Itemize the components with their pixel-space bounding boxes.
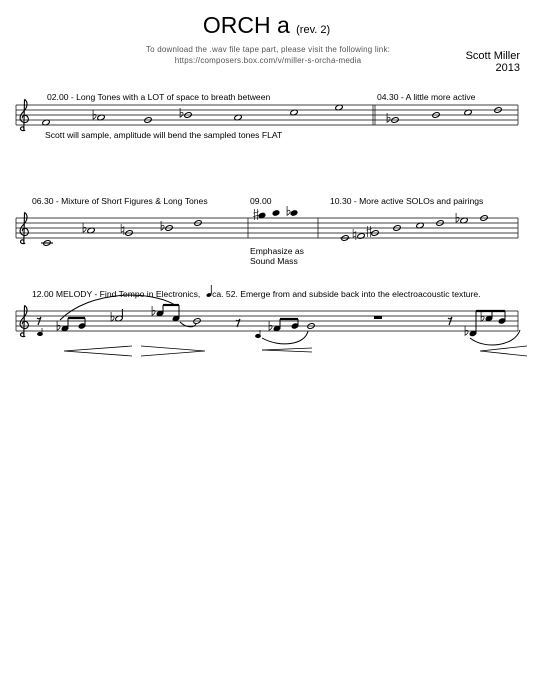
- dynamic-hairpins: [64, 346, 527, 356]
- composer-name: Scott Miller: [465, 50, 520, 62]
- system3-label-after: ca. 52. Emerge from and subside back into the electroacoustic texture.: [212, 289, 481, 299]
- note-line: Sound Mass: [250, 256, 298, 266]
- notes-system-2: [41, 206, 488, 246]
- composition-year: 2013: [495, 62, 520, 74]
- title-text: ORCH a: [202, 12, 290, 38]
- note-line: Emphasize as: [250, 246, 304, 256]
- system1-performance-note: Scott will sample, amplitude will bend the sampled tones FLAT: [45, 130, 283, 140]
- system3-label-before: 12.00 MELODY - Find Tempo in Electronics,: [32, 289, 201, 299]
- tempo-quarter-note: [206, 285, 212, 298]
- download-notice-line: To download the .wav file tape part, please visit the following link:: [145, 45, 391, 54]
- melody-notes: [37, 295, 520, 345]
- download-link[interactable]: https://composers.box.com/v/miller-s-orcha-media: [174, 56, 362, 65]
- staff-system-3: [16, 311, 518, 331]
- system2-label-mid: 09.00: [250, 196, 272, 206]
- system2-label-left: 06.30 - Mixture of Short Figures & Long Tones: [32, 196, 208, 206]
- system2-label-right: 10.30 - More active SOLOs and pairings: [330, 196, 484, 206]
- system1-label-right: 04.30 - A little more active: [377, 92, 476, 102]
- revision-text: (rev. 2): [296, 24, 331, 36]
- staff-system-1: [16, 105, 518, 125]
- system1-label-left: 02.00 - Long Tones with a LOT of space to breath between: [47, 92, 271, 102]
